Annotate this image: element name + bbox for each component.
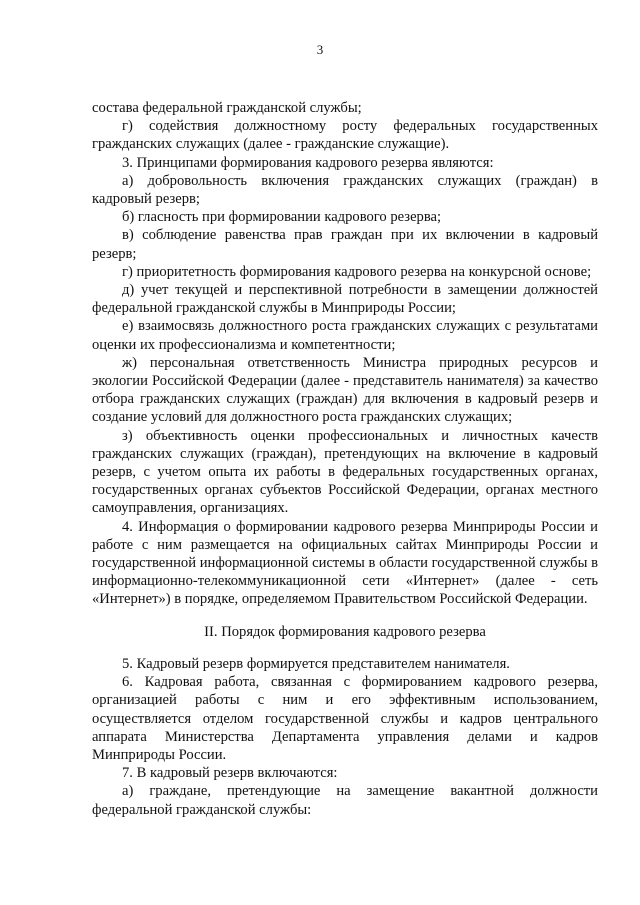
paragraph: а) добровольность включения гражданских служащих (граждан) в кадровый резерв;: [92, 172, 598, 208]
page-number: 3: [316, 42, 324, 57]
paragraph: ж) персональная ответственность Министра природных ресурсов и экологии Российской Федерации (далее - представитель нанимателя) за качество отбора гражданских служащих (граждан) для включения в кадровый резерв и создание условий для должностного роста гражданских служащих;: [92, 354, 598, 426]
document-body: [92, 99, 598, 819]
paragraph: в) соблюдение равенства прав граждан при их включении в кадровый резерв;: [92, 227, 598, 262]
section-heading: II. Порядок формирования кадрового резерва: [204, 623, 486, 640]
paragraph: а) граждане, претендующие на замещение вакантной должности федеральной гражданской службы:: [92, 783, 598, 818]
paragraph: г) содействия должностному росту федеральных государственных гражданских служащих (далее - гражданские служащие).: [92, 118, 598, 153]
paragraph: б) гласность при формировании кадрового резерва;: [122, 209, 442, 226]
paragraph: 6. Кадровая работа, связанная с формированием кадрового резерва, организацией работы с ним и его эффективным использованием, осуществляется отделом государственной службы и кадров центрального аппарата Министерства Департамента управления делами и кадров Минприроды России.: [92, 674, 598, 763]
paragraph: е) взаимосвязь должностного роста гражданских служащих с результатами оценки их профессионализма и компетентности;: [92, 318, 598, 353]
paragraph: д) учет текущей и перспективной потребности в замещении должностей федеральной гражданской службы в Минприроды России;: [92, 282, 598, 317]
paragraph: з) объективность оценки профессиональных и личностных качеств гражданских служащих (граждан), претендующих на включение в кадровый резерв, с учетом опыта их работы в федеральных государственных органах, государственных органах субъектов Российской Федерации, органах местного самоуправления, организациях.: [92, 427, 598, 517]
paragraph: 4. Информация о формировании кадрового резерва Минприроды России и работе с ним размещается на официальных сайтах Минприроды России и государственной информационной системы в области государственной службы в информационно-телекоммуникационной сети «Интернет» (далее - сеть «Интернет») в порядке, определяемом Правительством Российской Федерации.: [92, 518, 598, 608]
paragraph: г) приоритетность формирования кадрового резерва на конкурсной основе;: [122, 263, 592, 280]
paragraph: 7. В кадровый резерв включаются:: [122, 765, 338, 782]
paragraph: 3. Принципами формирования кадрового резерва являются:: [122, 154, 494, 171]
paragraph: состава федеральной гражданской службы;: [92, 100, 362, 116]
paragraph: 5. Кадровый резерв формируется представителем нанимателя.: [122, 655, 510, 672]
